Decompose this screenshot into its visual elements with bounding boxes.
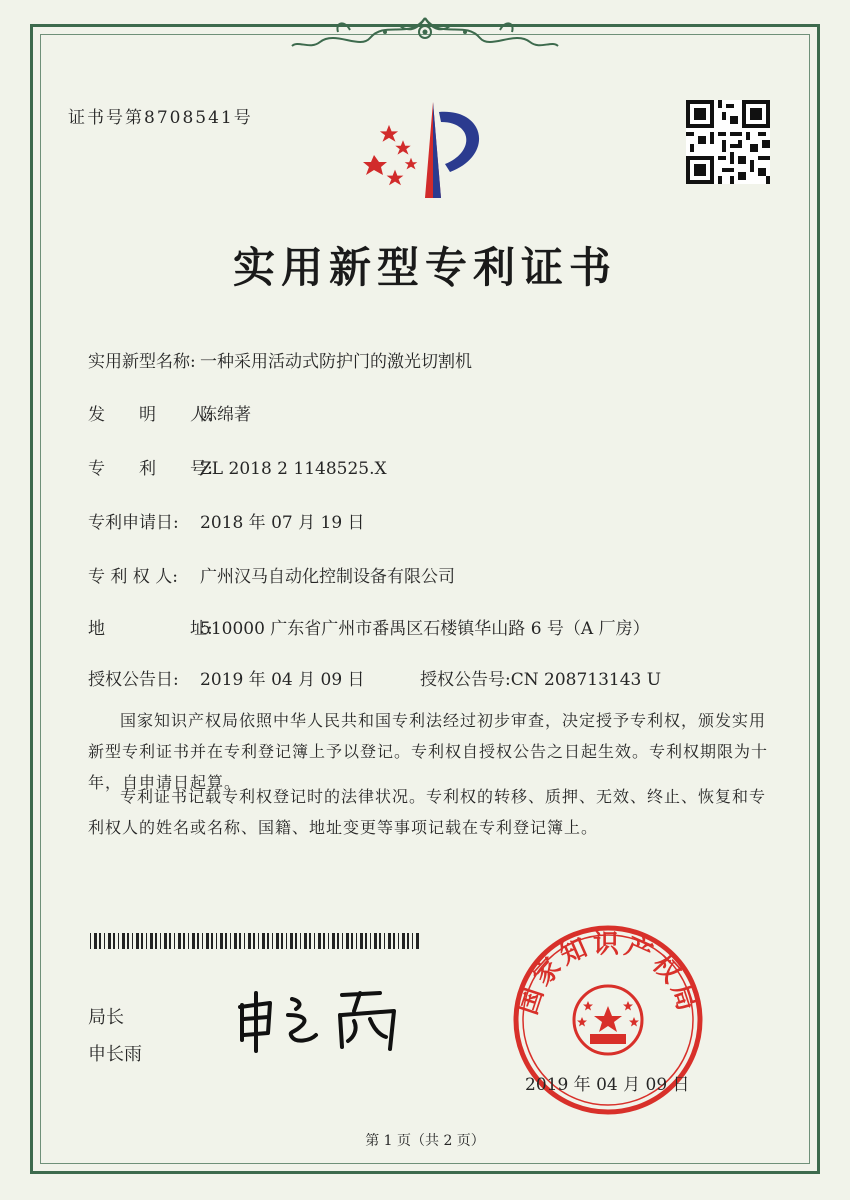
utility-model-name-value: 一种采用活动式防护门的激光切割机 bbox=[200, 352, 472, 372]
utility-model-name-label: 实用新型名称: bbox=[88, 352, 196, 372]
top-ornament bbox=[290, 10, 560, 60]
filing-date-label: 专利申请日: bbox=[88, 513, 179, 533]
patentee-label: 专 利 权 人: bbox=[88, 567, 178, 587]
certificate-title: 实用新型专利证书 bbox=[232, 243, 617, 292]
grant-number-value: CN 208713143 U bbox=[510, 670, 662, 690]
patent-number-row bbox=[88, 454, 387, 479]
seal-date: 2019 年 04 月 09 日 bbox=[525, 1075, 690, 1095]
patentee-value: 广州汉马自动化控制设备有限公司 bbox=[200, 567, 455, 587]
svg-text:国家知识产权局 bbox=[513, 929, 703, 1018]
inventor-label: 发 明 人: bbox=[88, 405, 213, 425]
certificate-number-value: 8708541 bbox=[144, 108, 234, 128]
director-signature bbox=[230, 985, 430, 1055]
patent-office-logo bbox=[355, 100, 495, 200]
grant-date-value: 2019 年 04 月 09 日 bbox=[200, 670, 365, 690]
director-title: 局长 bbox=[88, 1007, 124, 1028]
patent-number-value: ZL 2018 2 1148525.X bbox=[200, 459, 387, 479]
certificate-number bbox=[68, 103, 253, 128]
grant-date-label: 授权公告日: bbox=[88, 670, 179, 690]
inventor-row bbox=[88, 400, 251, 425]
inventor-value: 陈绵著 bbox=[200, 405, 251, 425]
director-name: 申长雨 bbox=[88, 1044, 142, 1065]
body-paragraph-1: 国家知识产权局依照中华人民共和国专利法经过初步审查，决定授予专利权，颁发实用新型专利证书并在专利登记簿上予以登记。专利权自授权公告之日起生效。专利权期限为十年，自申请日起算。 bbox=[88, 711, 769, 792]
address-label: 地 址: bbox=[88, 619, 213, 639]
address-value: 510000 广东省广州市番禺区石楼镇华山路 6 号（A 厂房） bbox=[200, 619, 650, 639]
patent-number-label: 专 利 号: bbox=[88, 459, 213, 479]
qr-code bbox=[686, 100, 770, 184]
certificate-number-label: 证书号第 bbox=[68, 108, 144, 128]
filing-date-row bbox=[88, 508, 365, 533]
certificate-number-suffix: 号 bbox=[233, 108, 253, 128]
address-row bbox=[88, 614, 650, 639]
grant-date-row bbox=[88, 665, 365, 690]
barcode bbox=[90, 933, 420, 949]
page-indicator: 第 1 页（共 2 页） bbox=[365, 1133, 485, 1149]
patentee-row bbox=[88, 562, 455, 587]
body-paragraph-2: 专利证书记载专利权登记时的法律状况。专利权的转移、质押、无效、终止、恢复和专利权人的姓名或名称、国籍、地址变更等事项记载在专利登记簿上。 bbox=[88, 787, 767, 837]
filing-date-value: 2018 年 07 月 19 日 bbox=[200, 513, 365, 533]
grant-number-row bbox=[420, 665, 661, 690]
grant-number-label: 授权公告号: bbox=[420, 670, 511, 690]
seal-text: 国家知识产权局 bbox=[513, 929, 703, 1019]
utility-model-name-row bbox=[88, 347, 472, 372]
